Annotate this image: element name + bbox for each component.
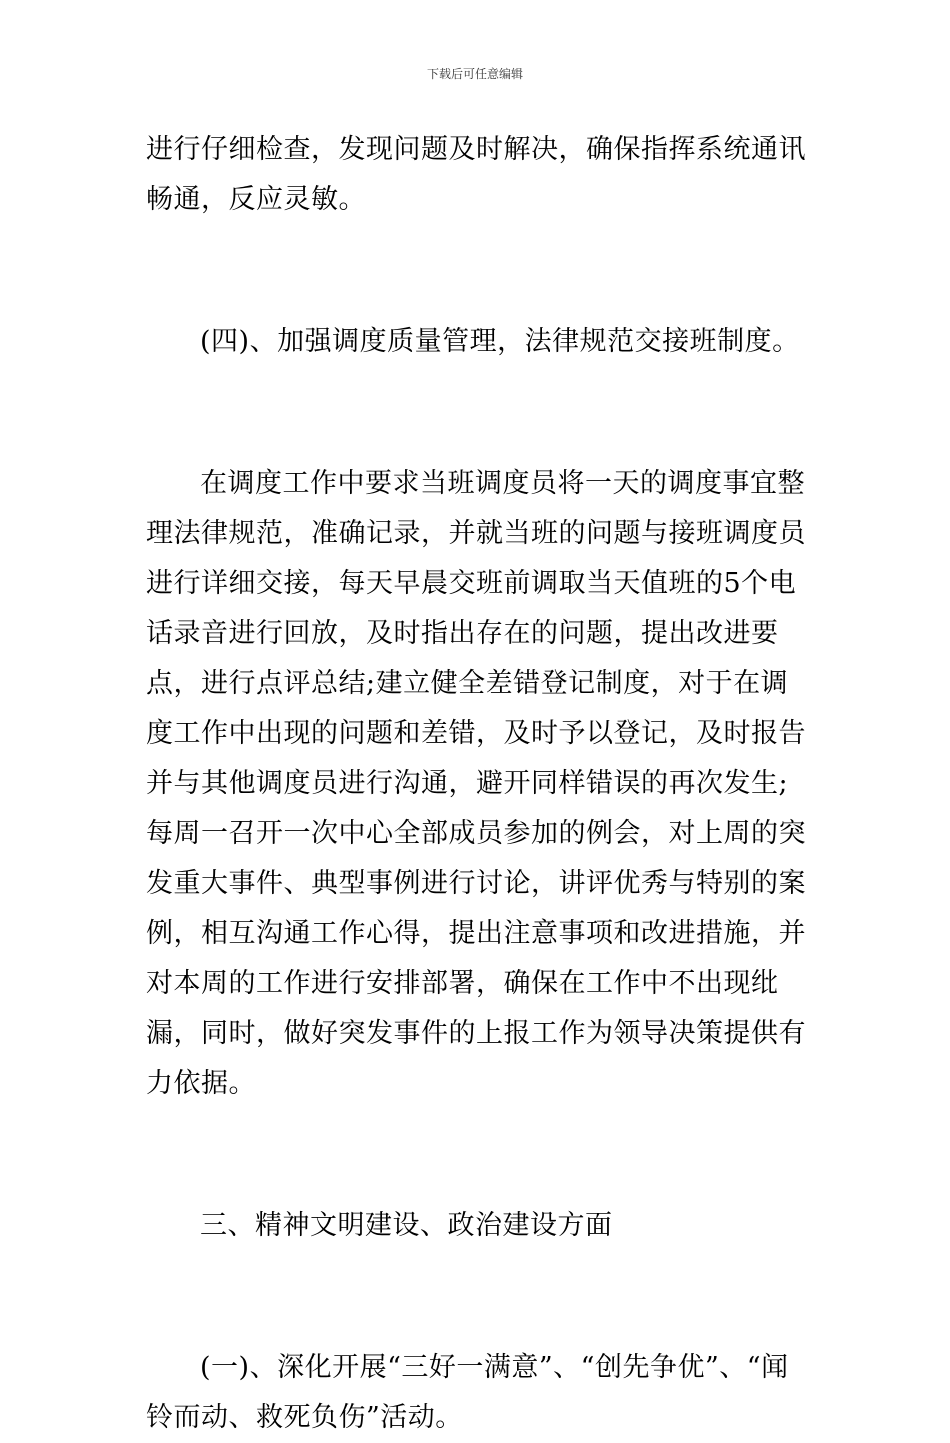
document-body	[146, 125, 810, 1443]
paragraph-gap	[146, 1109, 810, 1201]
paragraph-dispatch-work: 在调度工作中要求当班调度员将一天的调度事宜整理法律规范，准确记录，并就当班的问题与接班调度员进行详细交接，每天早晨交班前调取当天值班的5个电话录音进行回放，及时指出存在的问题，提出改进要点，进行点评总结;建立健全差错登记制度，对于在调度工作中出现的问题和差错，及时予以登记，及时报告并与其他调度员进行沟通，避开同样错误的再次发生;每周一召开一次中心全部成员参加的例会，对上周的突发重大事件、典型事例进行讨论，讲评优秀与特别的案例，相互沟通工作心得，提出注意事项和改进措施，并对本周的工作进行安排部署，确保在工作中不出现纰漏，同时，做好突发事件的上报工作为领导决策提供有力依据。	[146, 468, 806, 1099]
section-heading-civilization: 三、精神文明建设、政治建设方面	[200, 1210, 613, 1241]
section-heading-quality: (四)、加强调度质量管理，法律规范交接班制度。	[200, 326, 800, 357]
paragraph-gap	[146, 225, 810, 317]
paragraph-inspection: 进行仔细检查，发现问题及时解决，确保指挥系统通讯畅通，反应灵敏。	[146, 134, 806, 215]
paragraph-gap	[146, 1251, 810, 1343]
page-header: 下载后可任意编辑	[426, 67, 523, 81]
paragraph-gap	[146, 367, 810, 459]
paragraph-activities: (一)、深化开展“三好一满意”、“创先争优”、“闻铃而动、救死负伤”活动。	[146, 1352, 789, 1433]
